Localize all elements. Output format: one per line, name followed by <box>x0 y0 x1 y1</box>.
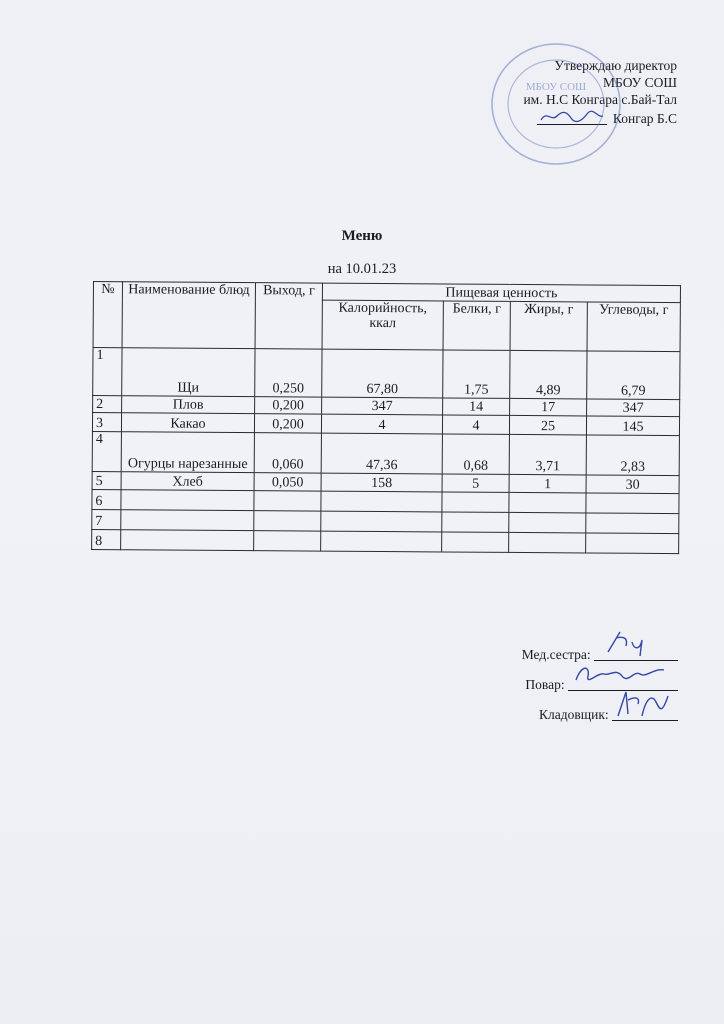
row-output: 0,200 <box>255 397 322 414</box>
signatures-block <box>458 640 678 730</box>
table-row <box>92 529 679 553</box>
row-calories <box>321 491 442 512</box>
row-output <box>254 511 321 531</box>
row-carbs <box>586 533 679 554</box>
approval-line-3: им. Н.С Конгара с.Бай-Тал <box>523 92 677 107</box>
header-row <box>93 282 680 303</box>
row-output: 0,060 <box>254 433 321 473</box>
row-name: Какао <box>121 413 254 433</box>
row-fats <box>509 532 586 553</box>
header-output: Выход, г <box>255 283 322 349</box>
row-num: 6 <box>92 489 121 509</box>
menu-table <box>91 281 681 554</box>
row-output: 0,250 <box>255 349 322 397</box>
row-fats: 4,89 <box>510 350 587 399</box>
row-num: 3 <box>92 413 121 432</box>
row-output <box>254 491 321 511</box>
row-name <box>121 490 254 511</box>
row-proteins <box>442 492 509 512</box>
page-title: Меню <box>341 228 383 244</box>
row-num: 2 <box>93 396 122 413</box>
approval-line-2: МБОУ СОШ <box>603 75 677 90</box>
row-carbs: 6,79 <box>587 351 680 400</box>
row-fats: 3,71 <box>509 434 586 475</box>
row-carbs <box>586 493 679 514</box>
row-proteins <box>442 532 509 552</box>
row-calories: 4 <box>321 414 442 434</box>
row-fats: 17 <box>510 398 587 416</box>
row-num: 4 <box>92 431 121 471</box>
header-num: № <box>93 282 122 348</box>
header-fats: Жиры, г <box>510 301 587 351</box>
row-proteins <box>442 512 509 532</box>
row-carbs <box>586 513 679 534</box>
row-fats <box>509 512 586 533</box>
storekeeper-label: Кладовщик: <box>538 707 609 722</box>
row-proteins: 4 <box>442 415 509 434</box>
row-proteins: 0,68 <box>442 434 509 474</box>
header-name: Наименование блюд <box>122 282 255 349</box>
row-num: 7 <box>92 509 121 529</box>
row-carbs: 145 <box>586 416 679 436</box>
row-carbs: 30 <box>586 475 679 494</box>
row-num: 5 <box>92 471 121 489</box>
row-calories: 47,36 <box>321 433 442 474</box>
row-name: Плов <box>122 396 255 414</box>
table-row <box>92 431 679 475</box>
stamp-text: МБОУ СОШ <box>525 81 587 93</box>
row-num: 1 <box>93 348 122 396</box>
row-fats: 1 <box>509 474 586 493</box>
row-output: 0,050 <box>254 473 321 491</box>
row-name: Огурцы нарезанные <box>121 432 254 473</box>
menu-date: на 10.01.23 <box>327 261 397 277</box>
row-name: Щи <box>122 348 255 397</box>
row-proteins: 1,75 <box>443 350 510 398</box>
header-carbs: Углеводы, г <box>587 302 680 352</box>
header-nutrition: Пищевая ценность <box>322 283 680 302</box>
storekeeper-signature <box>612 702 678 721</box>
row-calories: 347 <box>322 397 443 415</box>
nurse-label: Мед.сестра: <box>521 647 591 662</box>
row-output: 0,200 <box>254 414 321 433</box>
row-carbs: 2,83 <box>586 435 679 476</box>
row-name: Хлеб <box>121 472 254 491</box>
row-num: 8 <box>92 529 121 549</box>
row-name <box>121 510 254 531</box>
row-proteins: 5 <box>442 474 509 492</box>
cook-label: Повар: <box>525 677 565 692</box>
approval-line-1: Утверждаю директор <box>554 58 677 73</box>
header-proteins: Белки, г <box>443 301 510 350</box>
row-name <box>121 530 254 551</box>
school-stamp <box>488 40 624 168</box>
table-row <box>93 348 680 400</box>
row-carbs: 347 <box>587 399 680 417</box>
storekeeper-signature-row <box>458 700 678 730</box>
director-name: Конгар Б.С <box>612 111 677 126</box>
row-calories: 158 <box>321 473 442 492</box>
row-calories <box>321 531 442 552</box>
row-calories <box>321 511 442 532</box>
row-proteins: 14 <box>443 398 510 415</box>
row-fats <box>509 492 586 513</box>
row-output <box>254 531 321 551</box>
row-calories: 67,80 <box>322 349 443 398</box>
header-calories: Калорийность, ккал <box>322 300 443 350</box>
row-fats: 25 <box>509 415 586 435</box>
